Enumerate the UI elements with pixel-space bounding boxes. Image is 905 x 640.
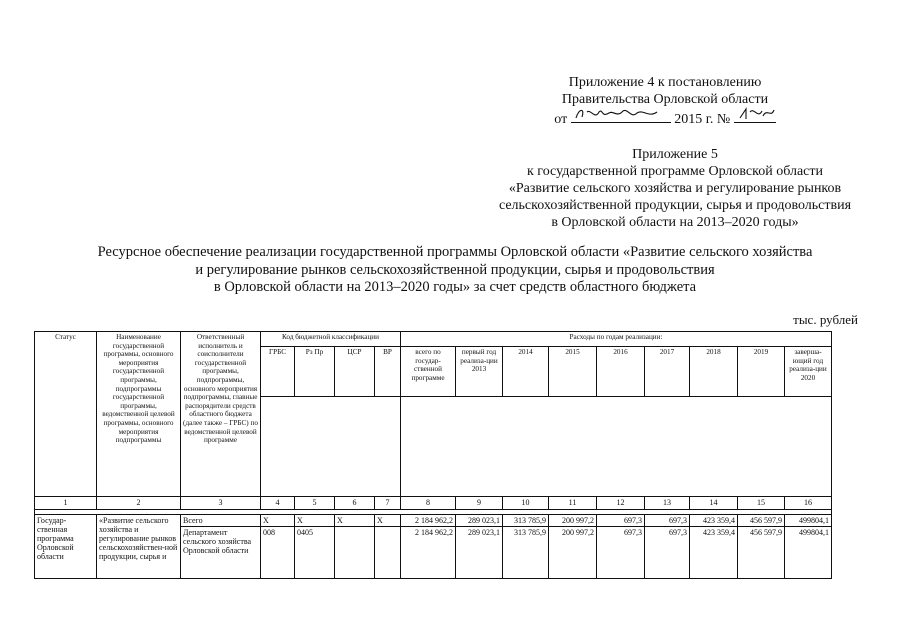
header-rzpr: Рз Пр — [295, 347, 335, 397]
date-suffix: 2015 г. № — [674, 112, 731, 127]
col-number: 8 — [401, 497, 456, 510]
col-number: 7 — [375, 497, 401, 510]
row-2018: 423 359,4 — [690, 527, 738, 579]
units-label: тыс. рублей — [793, 312, 858, 327]
col-number: 2 — [97, 497, 181, 510]
row-status: Государ-ственная программа Орловской области — [35, 515, 97, 579]
row-program-name: «Развитие сельского хозяйства и регулирование рынков сельскохозяйствен-ной продукции, сырья и — [97, 515, 181, 579]
row-grbs: 008 — [261, 527, 295, 579]
annex5-line2: к государственной программе Орловской области — [527, 164, 823, 179]
handwritten-date-signature — [571, 108, 671, 123]
col-number: 13 — [645, 497, 690, 510]
header-name: Наименование государственной программы, основного мероприятия государственной программы, подпрограммы государственной программы, ведомственной целевой программы, основного мероприятия подпрограммы — [97, 332, 181, 497]
annex5-line3: «Развитие сельского хозяйства и регулирование рынков — [508, 181, 842, 196]
date-prefix: от — [554, 112, 568, 127]
header-expenses: Расходы по годам реализации: — [401, 332, 832, 347]
row-executor: Всего — [181, 515, 261, 527]
row-executor: Департамент сельского хозяйства Орловской области — [181, 527, 261, 579]
row-2020: 499804,1 — [785, 515, 832, 527]
header-2018: 2018 — [690, 347, 738, 397]
header-empty-codes — [261, 397, 401, 497]
row-2015: 200 997,2 — [549, 527, 597, 579]
annex5-line5: в Орловской области на 2013–2020 годы» — [551, 215, 799, 230]
row-vr — [375, 527, 401, 579]
header-2019: 2019 — [738, 347, 785, 397]
header-executor: Ответственный исполнитель и соисполнители государственной программы, подпрограммы, основного мероприятия подпрограммы, главные распорядители средств областного бюджета (далее также – ГРБС) по ведомственной целевой программе — [181, 332, 261, 497]
row-2014: 313 785,9 — [503, 515, 549, 527]
col-number: 4 — [261, 497, 295, 510]
annex5-line4: сельскохозяйственной продукции, сырья и продовольствия — [498, 198, 852, 213]
col-number: 14 — [690, 497, 738, 510]
col-number: 1 — [35, 497, 97, 510]
handwritten-number-signature — [734, 108, 776, 123]
header-2015: 2015 — [549, 347, 597, 397]
resource-table — [34, 331, 832, 579]
col-number: 9 — [456, 497, 503, 510]
row-2014: 313 785,9 — [503, 527, 549, 579]
annex5-header — [470, 146, 880, 231]
header-first-year: первый год реализа-ции 2013 — [456, 347, 503, 397]
col-number: 10 — [503, 497, 549, 510]
header-last-year: заверша-ющий год реализа-ции 2020 — [785, 347, 832, 397]
row-vr: Х — [375, 515, 401, 527]
header-total: всего по государ-ственной программе — [401, 347, 456, 397]
annex5-line1: Приложение 5 — [632, 147, 718, 162]
row-2020: 499804,1 — [785, 527, 832, 579]
annex4-line2: Правительства Орловской области — [561, 92, 769, 107]
row-2019: 456 597,9 — [738, 527, 785, 579]
row-2015: 200 997,2 — [549, 515, 597, 527]
col-number: 12 — [597, 497, 645, 510]
header-vr: ВР — [375, 347, 401, 397]
row-rzpr: Х — [295, 515, 335, 527]
header-2014: 2014 — [503, 347, 549, 397]
row-grbs: Х — [261, 515, 295, 527]
title-line3: в Орловской области на 2013–2020 годы» за счет средств областного бюджета — [213, 279, 697, 295]
row-csr: Х — [335, 515, 375, 527]
annex4-line1: Приложение 4 к постановлению — [568, 75, 762, 90]
row-2017: 697,3 — [645, 527, 690, 579]
row-total: 2 184 962,2 — [401, 527, 456, 579]
row-2016: 697,3 — [597, 515, 645, 527]
col-number: 16 — [785, 497, 832, 510]
row-csr — [335, 527, 375, 579]
col-number: 11 — [549, 497, 597, 510]
title-line2: и регулирование рынков сельскохозяйственной продукции, сырья и продовольствия — [195, 261, 715, 278]
table-row — [35, 515, 832, 527]
row-2016: 697,3 — [597, 527, 645, 579]
header-empty-years — [401, 397, 832, 497]
annex4-header — [540, 74, 790, 128]
column-number-row — [35, 497, 832, 510]
row-total: 2 184 962,2 — [401, 515, 456, 527]
header-2017: 2017 — [645, 347, 690, 397]
row-2017: 697,3 — [645, 515, 690, 527]
title-line1: Ресурсное обеспечение реализации государственной программы Орловской области «Развитие сельского хозяйства — [97, 244, 813, 260]
col-number: 15 — [738, 497, 785, 510]
col-number: 5 — [295, 497, 335, 510]
row-2018: 423 359,4 — [690, 515, 738, 527]
header-budget-code: Код бюджетной классификации — [261, 332, 401, 347]
annex4-date-line — [540, 108, 790, 128]
row-2013: 289 023,1 — [456, 515, 503, 527]
col-number: 3 — [181, 497, 261, 510]
row-2019: 456 597,9 — [738, 515, 785, 527]
col-number: 6 — [335, 497, 375, 510]
header-grbs: ГРБС — [261, 347, 295, 397]
header-csr: ЦСР — [335, 347, 375, 397]
document-title — [40, 244, 870, 297]
row-rzpr: 0405 — [295, 527, 335, 579]
header-status: Статус — [35, 332, 97, 497]
header-2016: 2016 — [597, 347, 645, 397]
row-2013: 289 023,1 — [456, 527, 503, 579]
